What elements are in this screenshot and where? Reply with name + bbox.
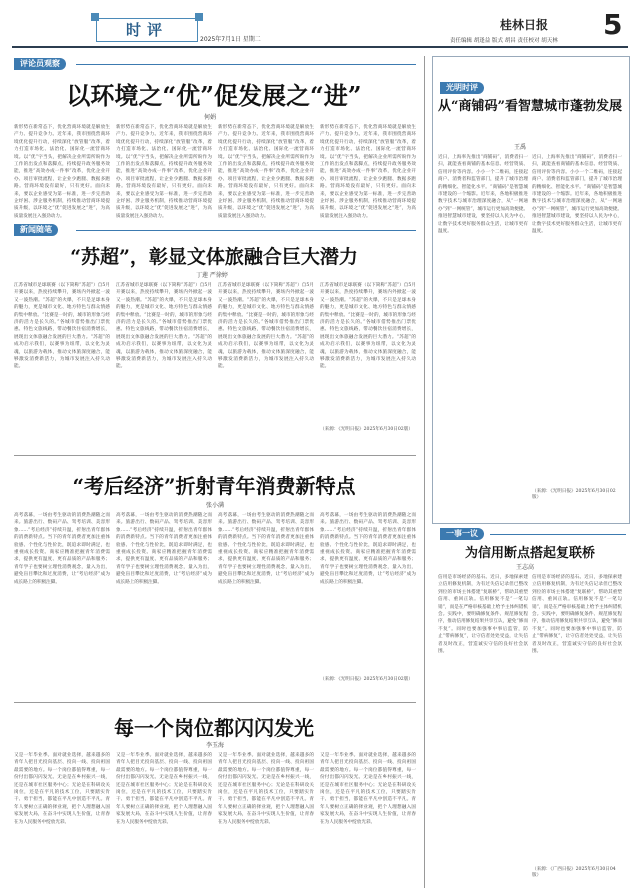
corner-ornament-icon <box>195 13 203 21</box>
column-divider <box>424 56 425 888</box>
editor-credits: 责任编辑 胡逢益 版式 胡昌 责任校对 胡天林 <box>450 38 558 44</box>
article-source: （来源：《光明日报》2025年6月30日02版） <box>320 677 413 682</box>
article-source: （来源：《广西日报》2025年6月30日04版） <box>532 867 616 878</box>
article-body: 又是一年毕业季。面对就业选择，越来越多的青年人把目光投向基层、投向一线、投向祖国最需要的地方。每一个岗位都值得尊重，每一份付出都闪闪发光。无论是在乡村振兴一线，还是在城市社区服务中心；无论是在科研攻关岗位，还是在平凡的技术工位，只要踏实肯干、勇于担当，都能在平凡中创造不平凡。青年人要树立正确的择业观，把个人理想融入国家发展大局，在奋斗中实现人生价值，让青春在为人民服务中绽放光彩。 <box>218 753 314 825</box>
article-body: 近日，上海率先推出“商铺码”，消费者扫一扫，就能查看商铺的基本信息、经营资质、信用评价等内容。小小一个二维码，连接起商户、消费者和监管部门，提升了城市治理的精细化、智能化水平。“商铺码”是智慧城市建设的一个缩影。近年来，各地积极推进数字技术与城市治理深度融合，从“一网通办”到“一网统管”，城市运行更加高效便捷。推进智慧城市建设，要坚持以人民为中心，让数字技术更好服务群众生活，让城市更有温度。 <box>438 155 528 235</box>
article-body: 新形势在新常态下，优化营商环境就是解放生产力、提升竞争力。近年来，我市围绕营商环境优化提升行动，持续深化“放管服”改革，着力打造市场化、法治化、国际化一流营商环境。以“优”字当头，把解决企业所需所盼作为工作的出发点和落脚点，持续提升政务服务效能，推进“高效办成一件事”改革，优化企业开办、项目审批流程，让企业少跑腿、数据多跑路。营商环境没有最好，只有更好。面向未来，要以企业感受为第一标准，进一步完善助企纾困、涉企服务机制，持续推动营商环境提质升级，以环境之“优”促进发展之“进”，为高质量发展注入强劲动力。 <box>116 125 212 219</box>
article-author: 丁莲 严徐婷 <box>196 272 228 279</box>
issue-date: 2025年7月1日 星期二 <box>200 36 261 43</box>
divider <box>14 455 416 456</box>
banner-line <box>76 230 416 231</box>
article-body: 江苏省城市足球联赛（以下简称“苏超”）自5月开赛以来，热度持续攀升，赛场内外掀起一波又一波热潮。“苏超”的火爆，不只是足球本身的魅力，更是城市文化、地方特色与群众情感的集中释放。“比赛是一时的，城市的形象与经济的活力是长久的。”各城市借势推出门票优惠、特色文旅线路，带动餐饮住宿消费增长，展现出文体旅融合发展的巨大潜力。“苏超”的成功启示我们，以赛事为纽带，以文化为灵魂，以旅游为载体，推动文体旅深度融合，能够激发消费新活力，为城市发展注入持久动能。 <box>320 283 416 370</box>
article-body: 高考落幕，一场由考生驱动的消费热潮随之而来。旅游出行、数码产品、驾考培训、美容形象……“考后经济”持续升温，折射出青年群体的消费新特点。当下的青年消费者更加注重体验感、个性化与性价比，既追求即时满足，也重视成长投资。商家应精准把握青年消费需求，提供更有温度、更有品质的产品和服务；青年学子也要树立理性消费观念，量入为出，避免盲目攀比和过度消费，让“考后经济”成为成长路上的积极注脚。 <box>116 513 212 585</box>
banner-line <box>76 64 416 65</box>
banner-news-essay: 新闻随笔 <box>14 224 58 236</box>
article-title: “苏超”，彰显文体旅融合巨大潜力 <box>70 246 358 268</box>
article-body: 江苏省城市足球联赛（以下简称“苏超”）自5月开赛以来，热度持续攀升，赛场内外掀起一波又一波热潮。“苏超”的火爆，不只是足球本身的魅力，更是城市文化、地方特色与群众情感的集中释放。“比赛是一时的，城市的形象与经济的活力是长久的。”各城市借势推出门票优惠、特色文旅线路，带动餐饮住宿消费增长，展现出文体旅融合发展的巨大潜力。“苏超”的成功启示我们，以赛事为纽带，以文化为灵魂，以旅游为载体，推动文体旅深度融合，能够激发消费新活力，为城市发展注入持久动能。 <box>218 283 314 370</box>
article-body: 近日，上海率先推出“商铺码”，消费者扫一扫，就能查看商铺的基本信息、经营资质、信用评价等内容。小小一个二维码，连接起商户、消费者和监管部门，提升了城市治理的精细化、智能化水平。“商铺码”是智慧城市建设的一个缩影。近年来，各地积极推进数字技术与城市治理深度融合，从“一网通办”到“一网统管”，城市运行更加高效便捷。推进智慧城市建设，要坚持以人民为中心，让数字技术更好服务群众生活，让城市更有温度。 <box>532 155 622 235</box>
article-body: 新形势在新常态下，优化营商环境就是解放生产力、提升竞争力。近年来，我市围绕营商环境优化提升行动，持续深化“放管服”改革，着力打造市场化、法治化、国际化一流营商环境。以“优”字当头，把解决企业所需所盼作为工作的出发点和落脚点，持续提升政务服务效能，推进“高效办成一件事”改革，优化企业开办、项目审批流程，让企业少跑腿、数据多跑路。营商环境没有最好，只有更好。面向未来，要以企业感受为第一标准，进一步完善助企纾困、涉企服务机制，持续推动营商环境提质升级，以环境之“优”促进发展之“进”，为高质量发展注入强劲动力。 <box>14 125 110 219</box>
article-body: 新形势在新常态下，优化营商环境就是解放生产力、提升竞争力。近年来，我市围绕营商环境优化提升行动，持续深化“放管服”改革，着力打造市场化、法治化、国际化一流营商环境。以“优”字当头，把解决企业所需所盼作为工作的出发点和落脚点，持续提升政务服务效能，推进“高效办成一件事”改革，优化企业开办、项目审批流程，让企业少跑腿、数据多跑路。营商环境没有最好，只有更好。面向未来，要以企业感受为第一标准，进一步完善助企纾困、涉企服务机制，持续推动营商环境提质升级，以环境之“优”促进发展之“进”，为高质量发展注入强劲动力。 <box>320 125 416 219</box>
article-body: 又是一年毕业季。面对就业选择，越来越多的青年人把目光投向基层、投向一线、投向祖国最需要的地方。每一个岗位都值得尊重，每一份付出都闪闪发光。无论是在乡村振兴一线，还是在城市社区服务中心；无论是在科研攻关岗位，还是在平凡的技术工位，只要踏实肯干、勇于担当，都能在平凡中创造不平凡。青年人要树立正确的择业观，把个人理想融入国家发展大局，在奋斗中实现人生价值，让青春在为人民服务中绽放光彩。 <box>116 753 212 825</box>
article-author: 张小满 <box>206 502 225 509</box>
article-body: 高考落幕，一场由考生驱动的消费热潮随之而来。旅游出行、数码产品、驾考培训、美容形象……“考后经济”持续升温，折射出青年群体的消费新特点。当下的青年消费者更加注重体验感、个性化与性价比，既追求即时满足，也重视成长投资。商家应精准把握青年消费需求，提供更有温度、更有品质的产品和服务；青年学子也要树立理性消费观念，量入为出，避免盲目攀比和过度消费，让“考后经济”成为成长路上的积极注脚。 <box>14 513 110 585</box>
banner-commentary: 评论员观察 <box>14 58 66 70</box>
header-rule <box>12 46 628 48</box>
banner-one-issue: 一事一议 <box>440 528 484 540</box>
article-body: 信用是市场经济的基石。近日，多地探索建立信用修复机制，为有过失信记录但已整改到位的市场主体搭建“复联桥”，帮助其重塑信用、重回正轨。信用修复不是“一笔勾销”，而是在严格审核基础上给予主体纠错机会。实践中，要明确修复条件、规范修复程序，推动信用修复结果共享互认，避免“修而不复”。同时也要加强事中事后监管，防止“带病修复”，让守信者处处受益，让失信者及时改正，营造诚实守信的良好社会氛围。 <box>532 575 622 655</box>
page-number: 5 <box>603 8 623 41</box>
page-header <box>0 0 640 46</box>
article-source: （来源：《光明日报》2025年6月30日02版） <box>320 427 413 432</box>
article-title: “考后经济”折射青年消费新特点 <box>72 474 356 498</box>
section-title: 时评 <box>125 21 168 39</box>
corner-ornament-icon <box>91 13 99 21</box>
article-title: 每一个岗位都闪闪发光 <box>114 716 314 740</box>
article-body: 又是一年毕业季。面对就业选择，越来越多的青年人把目光投向基层、投向一线、投向祖国最需要的地方。每一个岗位都值得尊重，每一份付出都闪闪发光。无论是在乡村振兴一线，还是在城市社区服务中心；无论是在科研攻关岗位，还是在平凡的技术工位，只要踏实肯干、勇于担当，都能在平凡中创造不平凡。青年人要树立正确的择业观，把个人理想融入国家发展大局，在奋斗中实现人生价值，让青春在为人民服务中绽放光彩。 <box>14 753 110 825</box>
article-body: 高考落幕，一场由考生驱动的消费热潮随之而来。旅游出行、数码产品、驾考培训、美容形象……“考后经济”持续升温，折射出青年群体的消费新特点。当下的青年消费者更加注重体验感、个性化与性价比，既追求即时满足，也重视成长投资。商家应精准把握青年消费需求，提供更有温度、更有品质的产品和服务；青年学子也要树立理性消费观念，量入为出，避免盲目攀比和过度消费，让“考后经济”成为成长路上的积极注脚。 <box>218 513 314 585</box>
newspaper-name: 桂林日报 <box>500 18 549 32</box>
article-body: 江苏省城市足球联赛（以下简称“苏超”）自5月开赛以来，热度持续攀升，赛场内外掀起一波又一波热潮。“苏超”的火爆，不只是足球本身的魅力，更是城市文化、地方特色与群众情感的集中释放。“比赛是一时的，城市的形象与经济的活力是长久的。”各城市借势推出门票优惠、特色文旅线路，带动餐饮住宿消费增长，展现出文体旅融合发展的巨大潜力。“苏超”的成功启示我们，以赛事为纽带，以文化为灵魂，以旅游为载体，推动文体旅深度融合，能够激发消费新活力，为城市发展注入持久动能。 <box>14 283 110 370</box>
article-body: 新形势在新常态下，优化营商环境就是解放生产力、提升竞争力。近年来，我市围绕营商环境优化提升行动，持续深化“放管服”改革，着力打造市场化、法治化、国际化一流营商环境。以“优”字当头，把解决企业所需所盼作为工作的出发点和落脚点，持续提升政务服务效能，推进“高效办成一件事”改革，优化企业开办、项目审批流程，让企业少跑腿、数据多跑路。营商环境没有最好，只有更好。面向未来，要以企业感受为第一标准，进一步完善助企纾困、涉企服务机制，持续推动营商环境提质升级，以环境之“优”促进发展之“进”，为高质量发展注入强劲动力。 <box>218 125 314 219</box>
article-title: 为信用断点搭起复联桥 <box>464 546 595 561</box>
article-author: 何娟 <box>204 114 217 121</box>
divider <box>14 702 416 703</box>
banner-line <box>490 534 626 535</box>
article-body: 江苏省城市足球联赛（以下简称“苏超”）自5月开赛以来，热度持续攀升，赛场内外掀起一波又一波热潮。“苏超”的火爆，不只是足球本身的魅力，更是城市文化、地方特色与群众情感的集中释放。“比赛是一时的，城市的形象与经济的活力是长久的。”各城市借势推出门票优惠、特色文旅线路，带动餐饮住宿消费增长，展现出文体旅融合发展的巨大潜力。“苏超”的成功启示我们，以赛事为纽带，以文化为灵魂，以旅游为载体，推动文体旅深度融合，能够激发消费新活力，为城市发展注入持久动能。 <box>116 283 212 370</box>
article-author: 王志高 <box>516 564 535 571</box>
article-body: 信用是市场经济的基石。近日，多地探索建立信用修复机制，为有过失信记录但已整改到位的市场主体搭建“复联桥”，帮助其重塑信用、重回正轨。信用修复不是“一笔勾销”，而是在严格审核基础上给予主体纠错机会。实践中，要明确修复条件、规范修复程序，推动信用修复结果共享互认，避免“修而不复”。同时也要加强事中事后监管，防止“带病修复”，让守信者处处受益，让失信者及时改正，营造诚实守信的良好社会氛围。 <box>438 575 528 655</box>
banner-guangming: 光明时评 <box>440 82 484 94</box>
section-label <box>96 18 198 42</box>
article-title: 以环境之“优”促发展之“进” <box>66 81 362 110</box>
article-body: 高考落幕，一场由考生驱动的消费热潮随之而来。旅游出行、数码产品、驾考培训、美容形象……“考后经济”持续升温，折射出青年群体的消费新特点。当下的青年消费者更加注重体验感、个性化与性价比，既追求即时满足，也重视成长投资。商家应精准把握青年消费需求，提供更有温度、更有品质的产品和服务；青年学子也要树立理性消费观念，量入为出，避免盲目攀比和过度消费，让“考后经济”成为成长路上的积极注脚。 <box>320 513 416 585</box>
article-source: （来源：《光明日报》2025年6月30日02版） <box>532 489 616 500</box>
article-author: 王禹 <box>514 144 527 151</box>
article-body: 又是一年毕业季。面对就业选择，越来越多的青年人把目光投向基层、投向一线、投向祖国最需要的地方。每一个岗位都值得尊重，每一份付出都闪闪发光。无论是在乡村振兴一线，还是在城市社区服务中心；无论是在科研攻关岗位，还是在平凡的技术工位，只要踏实肯干、勇于担当，都能在平凡中创造不平凡。青年人要树立正确的择业观，把个人理想融入国家发展大局，在奋斗中实现人生价值，让青春在为人民服务中绽放光彩。 <box>320 753 416 825</box>
article-author: 李玉海 <box>206 742 225 749</box>
article-title: 从“商铺码”看智慧城市蓬勃发展 <box>438 99 622 114</box>
